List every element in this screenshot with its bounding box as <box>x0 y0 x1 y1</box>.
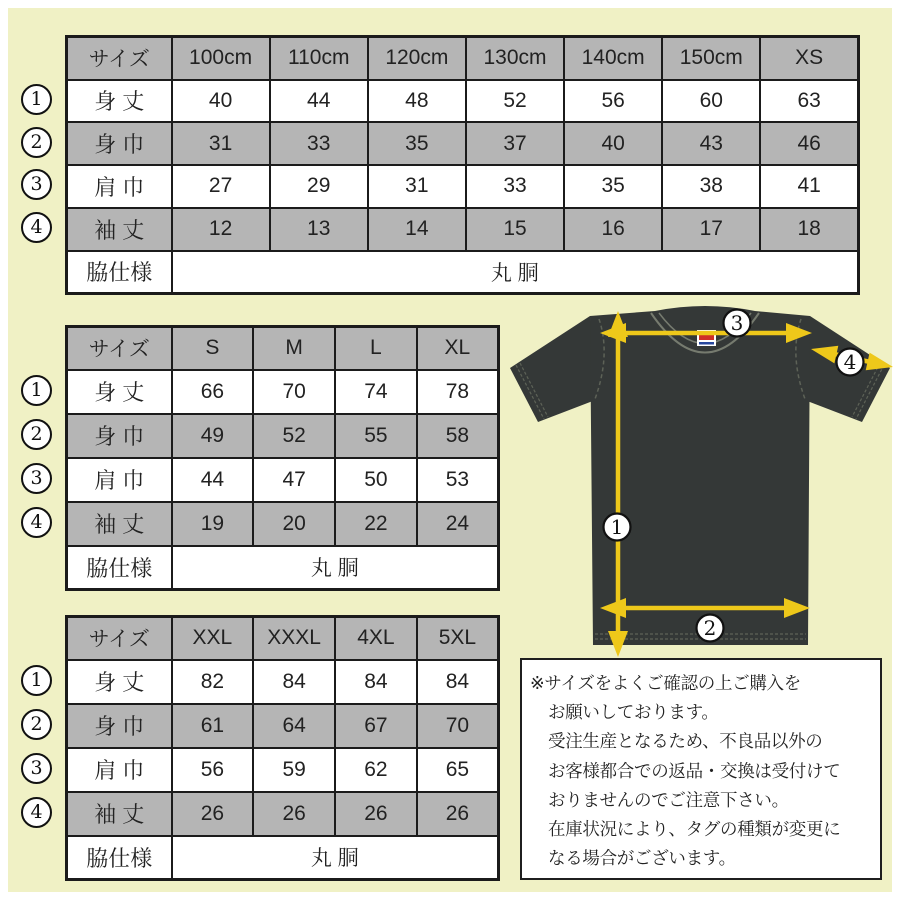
size-col-header: M <box>253 327 335 370</box>
size-col-header: S <box>172 327 254 370</box>
measurement-value-cell: 58 <box>417 414 499 458</box>
big-row-markers <box>8 615 65 881</box>
row-marker-4: 4 <box>21 212 52 243</box>
size-col-header: 100cm <box>172 37 270 80</box>
size-col-header: 130cm <box>466 37 564 80</box>
side-spec-value-cell: 丸 胴 <box>172 546 499 590</box>
size-col-header: XXL <box>172 617 254 660</box>
marker-slot <box>21 746 52 790</box>
kids-row-markers <box>8 35 65 295</box>
size-col-header: 140cm <box>564 37 662 80</box>
measurement-value-cell: 61 <box>172 704 254 748</box>
size-col-header: 5XL <box>417 617 499 660</box>
measurement-value-cell: 31 <box>172 122 270 165</box>
measurement-value-cell: 17 <box>662 208 760 251</box>
adult-size-table <box>65 325 500 591</box>
marker-slot <box>21 456 52 500</box>
size-col-header: L <box>335 327 417 370</box>
big-size-table-block <box>8 615 500 881</box>
row-marker-3: 3 <box>21 463 52 494</box>
marker-slot <box>21 500 52 544</box>
measurement-value-cell: 16 <box>564 208 662 251</box>
row-marker-3: 3 <box>21 753 52 784</box>
measurement-value-cell: 53 <box>417 458 499 502</box>
measurement-value-cell: 66 <box>172 370 254 414</box>
marker-2-label: 2 <box>703 616 717 640</box>
measurement-value-cell: 65 <box>417 748 499 792</box>
marker-slot <box>21 790 52 834</box>
row-label-cell: 肩 巾 <box>67 458 172 502</box>
row-marker-1: 1 <box>21 375 52 406</box>
adult-row-markers <box>8 325 65 591</box>
big-size-table <box>65 615 500 881</box>
marker-3-label: 3 <box>730 311 744 335</box>
marker-1-label: 1 <box>610 515 624 539</box>
row-label-cell: 身 丈 <box>67 80 172 123</box>
row-marker-4: 4 <box>21 507 52 538</box>
row-label-cell: 身 巾 <box>67 122 172 165</box>
measurement-value-cell: 33 <box>270 122 368 165</box>
side-spec-label-cell: 脇仕様 <box>67 836 172 880</box>
measurement-value-cell: 41 <box>760 165 858 208</box>
row-label-cell: 袖 丈 <box>67 208 172 251</box>
row-marker-2: 2 <box>21 419 52 450</box>
notice-line: お願いしております。 <box>548 702 719 723</box>
measurement-value-cell: 70 <box>417 704 499 748</box>
measurement-value-cell: 59 <box>253 748 335 792</box>
measurement-value-cell: 33 <box>466 165 564 208</box>
measurement-value-cell: 63 <box>760 80 858 123</box>
measurement-value-cell: 27 <box>172 165 270 208</box>
measurement-value-cell: 12 <box>172 208 270 251</box>
row-label-cell: 肩 巾 <box>67 748 172 792</box>
measurement-value-cell: 48 <box>368 80 466 123</box>
notice-line: なる場合がございます。 <box>548 848 736 869</box>
side-spec-value-cell: 丸 胴 <box>172 836 499 880</box>
size-col-header: XL <box>417 327 499 370</box>
marker-slot <box>21 206 52 249</box>
measurement-value-cell: 14 <box>368 208 466 251</box>
row-marker-2: 2 <box>21 709 52 740</box>
measurement-value-cell: 15 <box>466 208 564 251</box>
measurement-value-cell: 26 <box>172 792 254 836</box>
measurement-value-cell: 35 <box>368 122 466 165</box>
notice-line: 在庫状況により、タグの種類が変更に <box>548 819 841 840</box>
kids-size-table-block <box>8 35 860 295</box>
measurement-value-cell: 84 <box>417 660 499 704</box>
measurement-value-cell: 24 <box>417 502 499 546</box>
measurement-value-cell: 55 <box>335 414 417 458</box>
measurement-value-cell: 84 <box>335 660 417 704</box>
notice-line: お客様都合での返品・交換は受付けて <box>548 760 841 781</box>
marker-slot <box>21 368 52 412</box>
measurement-value-cell: 13 <box>270 208 368 251</box>
measurement-value-cell: 43 <box>662 122 760 165</box>
measurement-value-cell: 56 <box>564 80 662 123</box>
tshirt-measurement-diagram <box>505 300 900 665</box>
row-marker-1: 1 <box>21 665 52 696</box>
measurement-value-cell: 84 <box>253 660 335 704</box>
marker-slot <box>21 164 52 207</box>
row-label-cell: 身 丈 <box>67 660 172 704</box>
measurement-value-cell: 46 <box>760 122 858 165</box>
kids-size-table <box>65 35 860 295</box>
size-col-header: 150cm <box>662 37 760 80</box>
measurement-value-cell: 67 <box>335 704 417 748</box>
measurement-value-cell: 22 <box>335 502 417 546</box>
measurement-value-cell: 56 <box>172 748 254 792</box>
row-label-cell: 身 巾 <box>67 414 172 458</box>
tshirt-body <box>590 306 810 645</box>
measurement-value-cell: 40 <box>564 122 662 165</box>
side-spec-value-cell: 丸 胴 <box>172 251 859 294</box>
measurement-value-cell: 82 <box>172 660 254 704</box>
marker-slot <box>21 78 52 121</box>
measurement-value-cell: 26 <box>335 792 417 836</box>
row-marker-2: 2 <box>21 127 52 158</box>
row-label-cell: 肩 巾 <box>67 165 172 208</box>
measurement-value-cell: 52 <box>253 414 335 458</box>
measurement-value-cell: 26 <box>253 792 335 836</box>
size-col-header: 120cm <box>368 37 466 80</box>
size-col-header: サイズ <box>67 37 172 80</box>
marker-4-label: 4 <box>843 350 857 374</box>
size-col-header: サイズ <box>67 327 172 370</box>
measurement-value-cell: 70 <box>253 370 335 414</box>
measurement-value-cell: 74 <box>335 370 417 414</box>
measurement-value-cell: 38 <box>662 165 760 208</box>
row-marker-4: 4 <box>21 797 52 828</box>
row-marker-1: 1 <box>21 84 52 115</box>
measurement-value-cell: 26 <box>417 792 499 836</box>
row-marker-3: 3 <box>21 169 52 200</box>
measurement-value-cell: 64 <box>253 704 335 748</box>
measurement-value-cell: 19 <box>172 502 254 546</box>
measurement-value-cell: 37 <box>466 122 564 165</box>
measurement-value-cell: 78 <box>417 370 499 414</box>
size-col-header: 4XL <box>335 617 417 660</box>
side-spec-label-cell: 脇仕様 <box>67 251 172 294</box>
row-label-cell: 身 巾 <box>67 704 172 748</box>
measurement-value-cell: 44 <box>270 80 368 123</box>
measurement-value-cell: 40 <box>172 80 270 123</box>
purchase-notice-box <box>520 658 882 880</box>
measurement-value-cell: 47 <box>253 458 335 502</box>
marker-slot <box>21 658 52 702</box>
measurement-value-cell: 29 <box>270 165 368 208</box>
notice-line: 受注生産となるため、不良品以外の <box>548 731 823 752</box>
measurement-value-cell: 20 <box>253 502 335 546</box>
measurement-value-cell: 50 <box>335 458 417 502</box>
marker-slot <box>21 702 52 746</box>
row-label-cell: 袖 丈 <box>67 792 172 836</box>
marker-slot <box>21 121 52 164</box>
adult-size-table-block <box>8 325 500 591</box>
measurement-value-cell: 44 <box>172 458 254 502</box>
row-label-cell: 袖 丈 <box>67 502 172 546</box>
measurement-value-cell: 18 <box>760 208 858 251</box>
row-label-cell: 身 丈 <box>67 370 172 414</box>
measurement-value-cell: 35 <box>564 165 662 208</box>
measurement-value-cell: 31 <box>368 165 466 208</box>
size-col-header: 110cm <box>270 37 368 80</box>
measurement-value-cell: 62 <box>335 748 417 792</box>
measurement-value-cell: 52 <box>466 80 564 123</box>
size-col-header: サイズ <box>67 617 172 660</box>
measurement-value-cell: 49 <box>172 414 254 458</box>
size-col-header: XXXL <box>253 617 335 660</box>
size-col-header: XS <box>760 37 858 80</box>
notice-line: おりませんのでご注意下さい。 <box>548 789 789 810</box>
side-spec-label-cell: 脇仕様 <box>67 546 172 590</box>
notice-line: ※サイズをよくご確認の上ご購入を <box>530 673 801 693</box>
marker-slot <box>21 412 52 456</box>
measurement-value-cell: 60 <box>662 80 760 123</box>
